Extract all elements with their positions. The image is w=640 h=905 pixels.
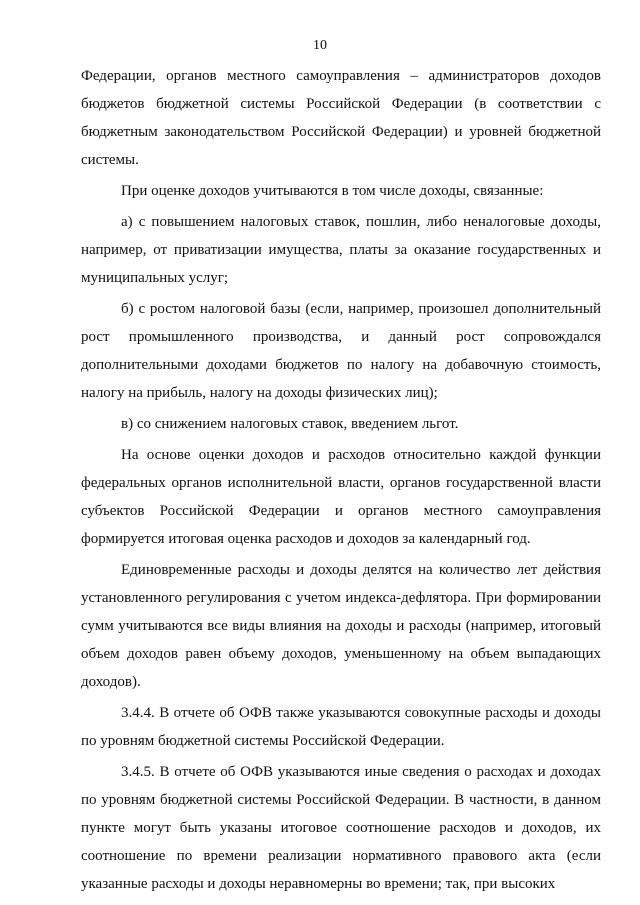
paragraph-7: Единовременные расходы и доходы делятся на количество лет действия установленного регулирования с учетом индекса-дефлятора. При формировании сумм учитываются все виды влияния на доходы и расходы (например, итоговый объем доходов равен объему доходов, уменьшенному на объем выпадающих доходов). — [81, 562, 601, 690]
paragraph-2: При оценке доходов учитываются в том числе доходы, связанные: — [121, 183, 544, 199]
paragraph-1: Федерации, органов местного самоуправления – администраторов доходов бюджетов бюджетной системы Российской Федерации (в соответствии с бюджетным законодательством Российской Федерации) и уровней бюджетной системы. — [81, 68, 601, 168]
paragraph-4: б) с ростом налоговой базы (если, например, произошел дополнительный рост промышленного производства, и данный рост сопровождался дополнительными доходами бюджетов по налогу на добавочную стоимость, налогу на прибыль, налогу на доходы физических лиц); — [81, 301, 601, 401]
paragraph-6: На основе оценки доходов и расходов относительно каждой функции федеральных органов исполнительной власти, органов государственной власти субъектов Российской Федерации и органов местного самоуправления формируется итоговая оценка расходов и доходов за календарный год. — [81, 447, 601, 547]
document-body — [81, 62, 601, 901]
paragraph-3: а) с повышением налоговых ставок, пошлин, либо неналоговые доходы, например, от приватизации имущества, платы за оказание государственных и муниципальных услуг; — [81, 214, 601, 286]
paragraph-5: в) со снижением налоговых ставок, введением льгот. — [121, 416, 459, 432]
page-number: 10 — [313, 38, 327, 53]
paragraph-9: 3.4.5. В отчете об ОФВ указываются иные сведения о расходах и доходах по уровням бюджетной системы Российской Федерации. В частности, в данном пункте могут быть указаны итоговое соотношение расходов и доходов, их соотношение по времени реализации нормативного правового акта (если указанные расходы и доходы неравномерны во времени; так, при высоких — [81, 764, 601, 892]
paragraph-8: 3.4.4. В отчете об ОФВ также указываются совокупные расходы и доходы по уровням бюджетной системы Российской Федерации. — [81, 705, 601, 749]
